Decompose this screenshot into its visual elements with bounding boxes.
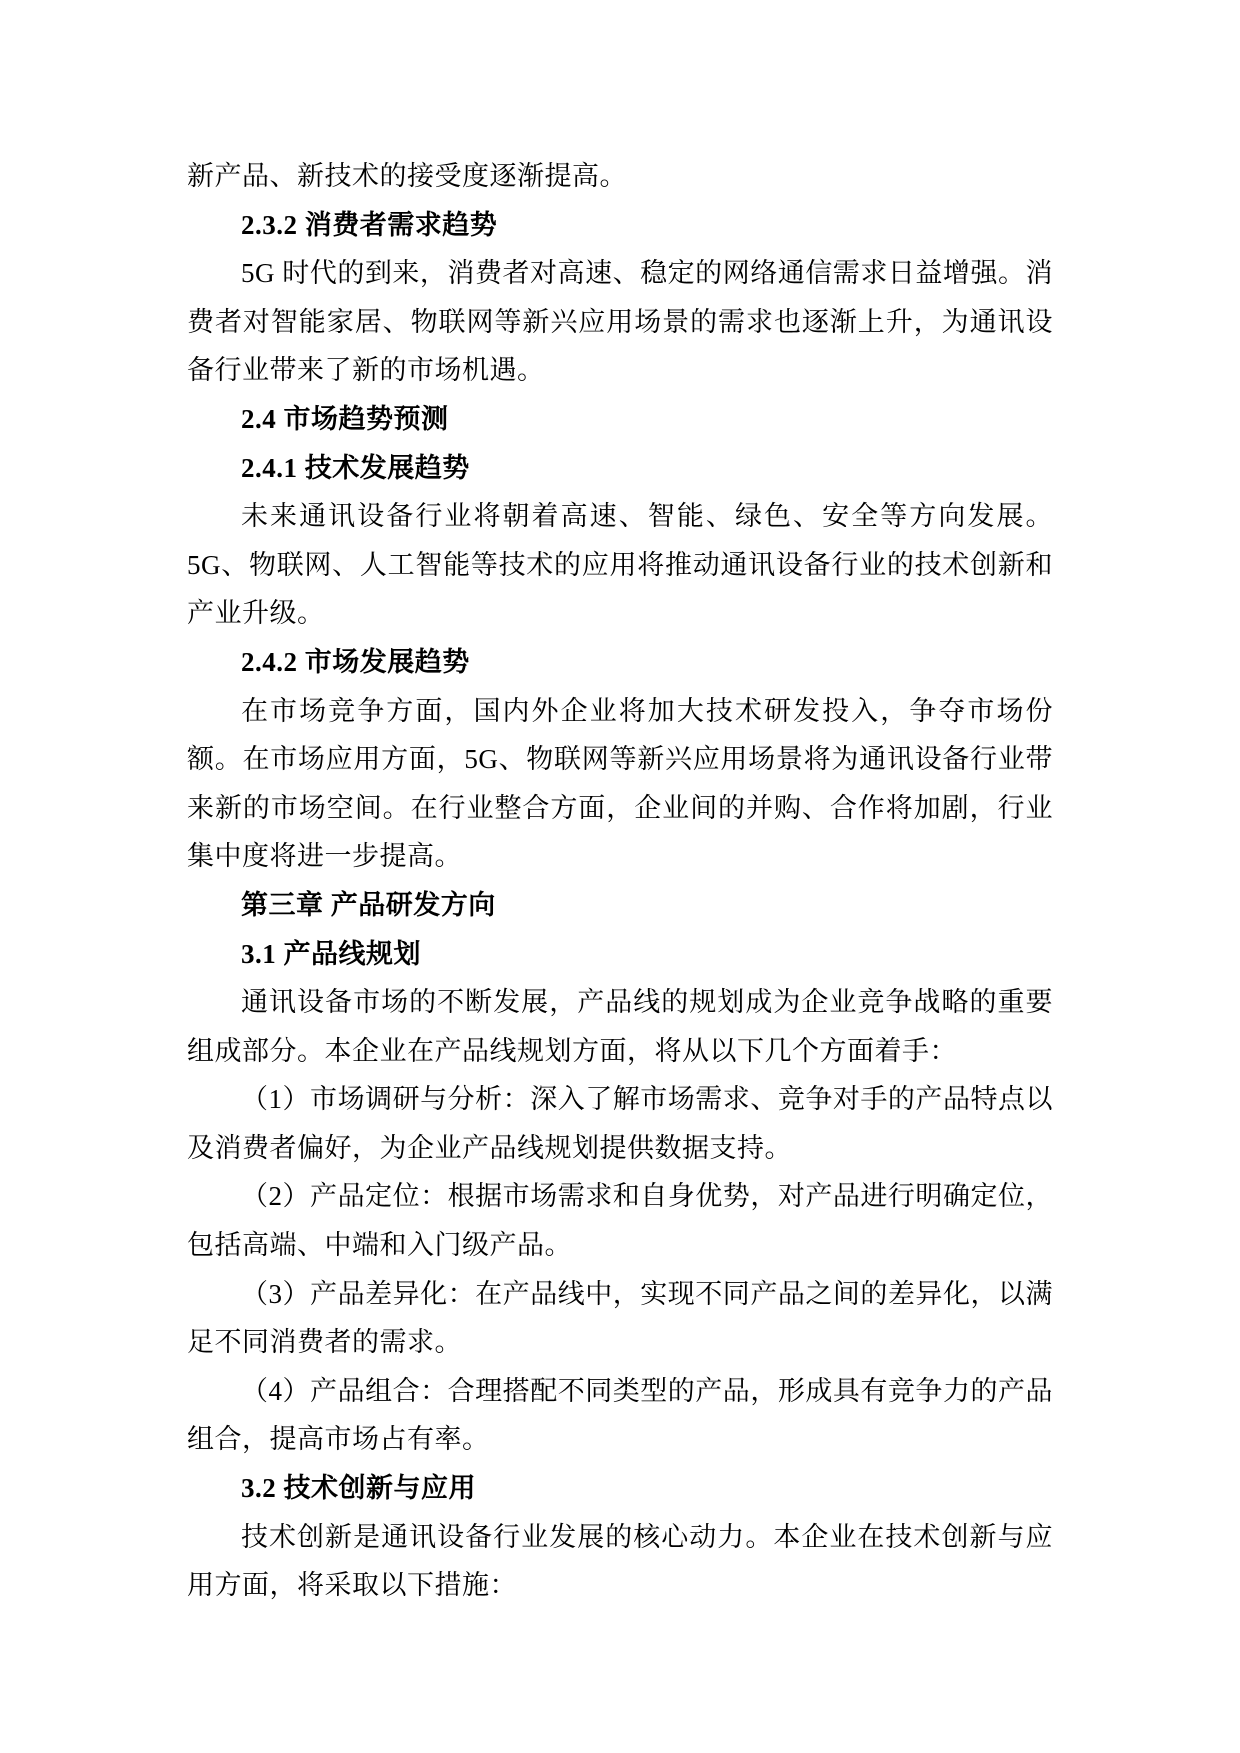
document-content: [187, 152, 1053, 1610]
paragraph: 未来通讯设备行业将朝着高速、智能、绿色、安全等方向发展。5G、物联网、人工智能等技术的应用将推动通讯设备行业的技术创新和产业升级。: [187, 501, 1053, 629]
heading-2: 3.2 技术创新与应用: [241, 1473, 476, 1504]
heading-2: 3.1 产品线规划: [241, 938, 421, 969]
heading-3: 2.4.1 技术发展趋势: [241, 452, 470, 483]
paragraph: 5G 时代的到来，消费者对高速、稳定的网络通信需求日益增强。消费者对智能家居、物联网等新兴应用场景的需求也逐渐上升，为通讯设备行业带来了新的市场机遇。: [187, 258, 1053, 386]
paragraph: （1）市场调研与分析：深入了解市场需求、竞争对手的产品特点以及消费者偏好，为企业产品线规划提供数据支持。: [187, 1084, 1053, 1163]
paragraph: （2）产品定位：根据市场需求和自身优势，对产品进行明确定位，包括高端、中端和入门级产品。: [187, 1181, 1053, 1261]
heading-3: 2.3.2 消费者需求趋势: [241, 209, 498, 240]
paragraph: 在市场竞争方面，国内外企业将加大技术研发投入，争夺市场份额。在市场应用方面，5G、物联网等新兴应用场景将为通讯设备行业带来新的市场空间。在行业整合方面，企业间的并购、合作将加剧，行业集中度将进一步提高。: [187, 695, 1053, 872]
paragraph: （3）产品差异化：在产品线中，实现不同产品之间的差异化，以满足不同消费者的需求。: [187, 1278, 1053, 1358]
paragraph: （4）产品组合：合理搭配不同类型的产品，形成具有竞争力的产品组合，提高市场占有率。: [187, 1375, 1053, 1455]
paragraph-continuation: 新产品、新技术的接受度逐渐提高。: [187, 161, 627, 191]
heading-2: 2.4 市场趋势预测: [241, 403, 449, 434]
heading-3: 2.4.2 市场发展趋势: [241, 646, 470, 677]
paragraph: 通讯设备市场的不断发展，产品线的规划成为企业竞争战略的重要组成部分。本企业在产品线规划方面，将从以下几个方面着手：: [187, 987, 1053, 1066]
paragraph: 技术创新是通讯设备行业发展的核心动力。本企业在技术创新与应用方面，将采取以下措施：: [187, 1521, 1053, 1601]
heading-1: 第三章 产品研发方向: [241, 889, 496, 920]
